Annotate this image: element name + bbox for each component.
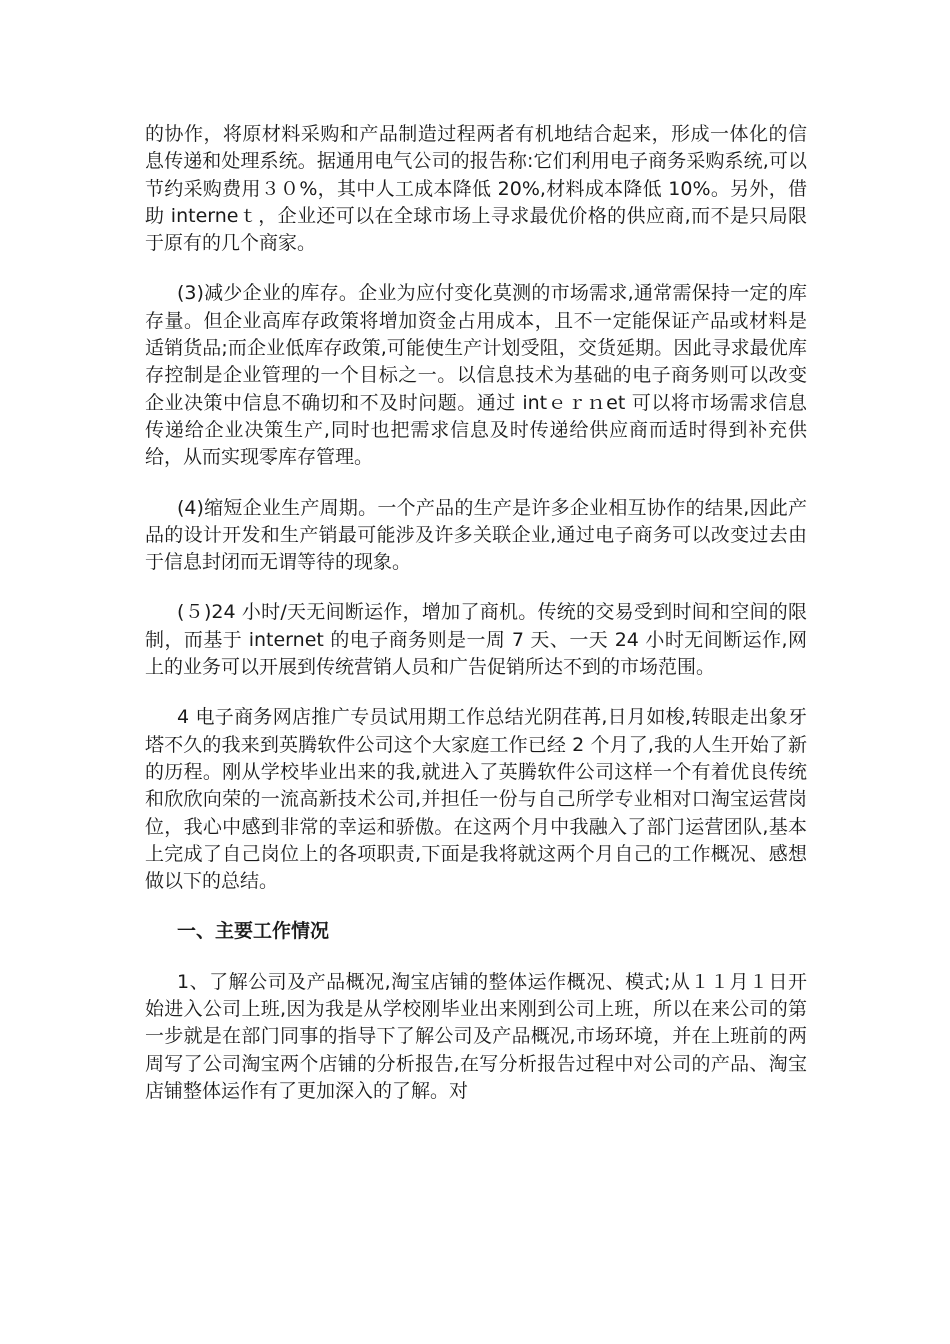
paragraph-probation-summary: 4 电子商务网店推广专员试用期工作总结光阴荏苒,日月如梭,转眼走出象牙塔不久的我来到英腾软件公司这个大家庭工作已经 2 个月了,我的人生开始了新的历程。刚从学校毕业出来的我,就进入了英腾软件公司这样一个有着优良传统和欣欣向荣的一流高新技术公司,并担任一份与自己所学专业相对口淘宝运营岗位，我心中感到非常的幸运和骄傲。在这两个月中我融入了部门运营团队,基本上完成了自己岗位上的各项职责,下面是我将就这两个月自己的工作概况、感想做以下的总结。 [145, 706, 807, 893]
paragraph-production-cycle: (4)缩短企业生产周期。一个产品的生产是许多企业相互协作的结果,因此产品的设计开发和生产销最可能涉及许多关联企业,通过电子商务可以改变过去由于信息封闭而无谓等待的现象。 [145, 496, 807, 574]
document-body [145, 121, 807, 1128]
paragraph-24h-operation: (５)24 小时/天无间断运作，增加了商机。传统的交易受到时间和空间的限制，而基于 internet 的电子商务则是一周 7 天、一天 24 小时无间断运作,网上的业务可以开展到传统营销人员和广告促销所达不到的市场范围。 [145, 601, 807, 679]
paragraph-procurement: 的协作，将原材料采购和产品制造过程两者有机地结合起来，形成一体化的信息传递和处理系统。据通用电气公司的报告称:它们利用电子商务采购系统,可以节约采购费用３０%，其中人工成本降低 20%,材料成本降低 10%。另外，借助 interneｔ，企业还可以在全球市场上寻求最优价格的供应商,而不是只局限于原有的几个商家。 [145, 123, 807, 255]
paragraph-company-overview: 1、了解公司及产品概况,淘宝店铺的整体运作概况、模式;从１１月１日开始进入公司上班,因为我是从学校刚毕业出来刚到公司上班，所以在来公司的第一步就是在部门同事的指导下了解公司及产品概况,市场环境，并在上班前的两周写了公司淘宝两个店铺的分析报告,在写分析报告过程中对公司的产品、淘宝店铺整体运作有了更加深入的了解。对 [145, 970, 807, 1102]
paragraph-inventory: (3)减少企业的库存。企业为应付变化莫测的市场需求,通常需保持一定的库存量。但企业高库存政策将增加资金占用成本，且不一定能保证产品或材料是适销货品;而企业低库存政策,可能使生产计划受阻，交货延期。因此寻求最优库存控制是企业管理的一个目标之一。以信息技术为基础的电子商务则可以改变企业决策中信息不确切和不及时问题。通过 intｅｒｎet 可以将市场需求信息传递给企业决策生产,同时也把需求信息及时传递给供应商而适时得到补充供给，从而实现零库存管理。 [145, 282, 807, 469]
section-heading-main-work: 一、主要工作情况 [177, 920, 330, 943]
